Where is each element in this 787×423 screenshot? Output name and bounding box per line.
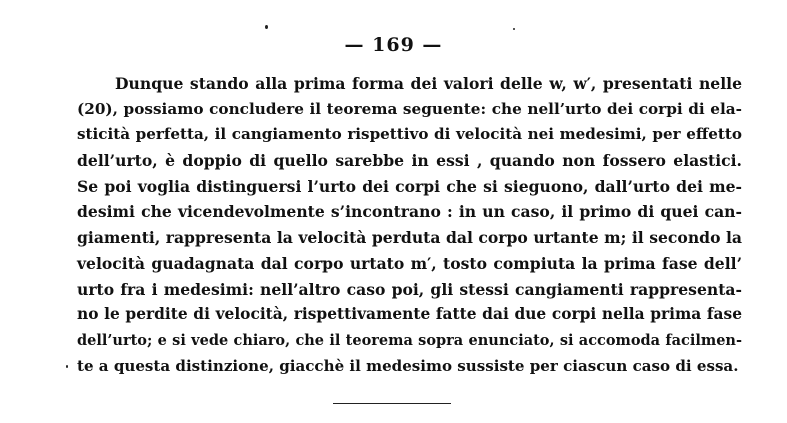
text-line: no le perdite di velocità, rispettivamente fatte dai due corpi nella prima fase bbox=[77, 305, 742, 324]
text-line: Se poi voglia distinguersi l’urto dei corpi che si sieguono, dall’urto dei me- bbox=[77, 176, 742, 196]
ink-speck bbox=[513, 28, 515, 30]
ink-speck bbox=[265, 25, 268, 29]
text-line: Dunque stando alla prima forma dei valori delle w, w′, presentati nelle bbox=[115, 74, 742, 93]
end-rule bbox=[333, 403, 451, 404]
text-line: te a questa distinzione, giacchè il medesimo sussiste per ciascun caso di essa. bbox=[77, 356, 739, 375]
text-line: velocità guadagnata dal corpo urtato m′, tosto compiuta la prima fase dell’ bbox=[77, 253, 742, 273]
text-line: dell’urto; e si vede chiaro, che il teorema sopra enunciato, si accomoda facilmen- bbox=[77, 331, 742, 349]
text-line: dell’urto, è doppio di quello sarebbe in essi , quando non fossero elastici. bbox=[77, 151, 742, 171]
text-line: desimi che vicendevolmente s’incontrano : in un caso, il primo di quei can- bbox=[77, 202, 742, 222]
page-number: — 169 — bbox=[344, 34, 443, 56]
text-line: sticità perfetta, il cangiamento rispettivo di velocità nei medesimi, per effetto bbox=[77, 125, 742, 144]
text-line: giamenti, rappresenta la velocità perduta dal corpo urtante m; il secondo la bbox=[77, 228, 742, 248]
ink-speck bbox=[66, 365, 68, 368]
text-line: urto fra i medesimi: nell’altro caso poi, gli stessi cangiamenti rappresenta- bbox=[77, 279, 742, 299]
paragraph bbox=[77, 71, 742, 379]
text-line: (20), possiamo concludere il teorema seguente: che nell’urto dei corpi di ela- bbox=[77, 99, 742, 118]
